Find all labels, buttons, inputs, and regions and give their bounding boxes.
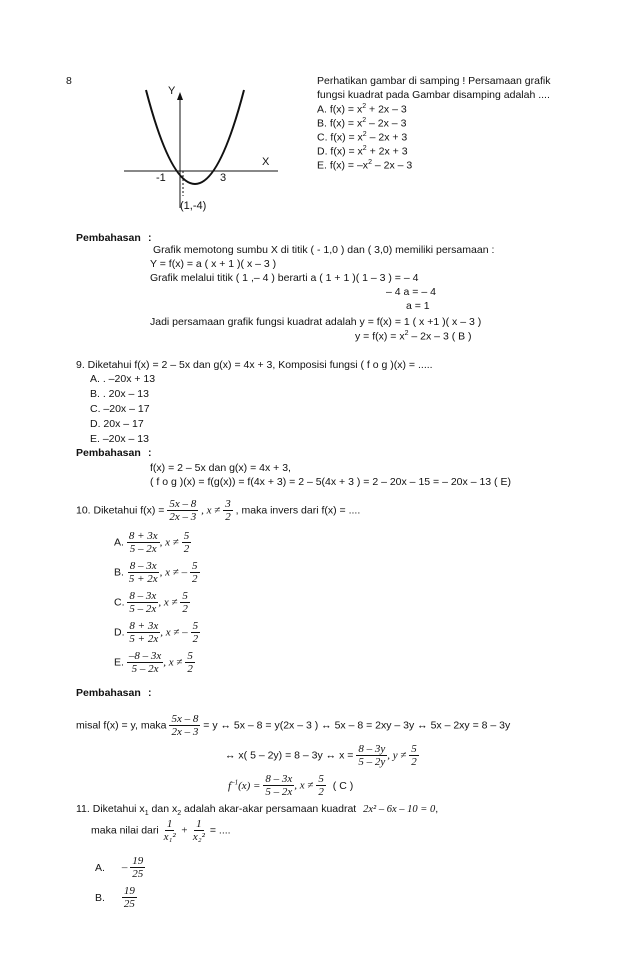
- q11-option-a[interactable]: A. – $\frac{19}{25}$: [95, 855, 144, 880]
- q8-pembahasan-colon: :: [148, 232, 152, 244]
- q9-line-1: f(x) = 2 – 5x dan g(x) = 4x + 3,: [150, 462, 291, 474]
- tick-label-left: -1: [156, 172, 166, 184]
- q11-option-b[interactable]: B. $\frac{19}{25}$: [95, 885, 135, 910]
- q10-step-2: ↔ x( 5 – 2y) = 8 – 3y ↔ x = $\frac{8 - 3y}{5 - 2y}$ , y ≠ $\frac{5}{2}$: [225, 743, 417, 768]
- q8-conclusion: Jadi persamaan grafik fungsi kuadrat adalah y = f(x) = 1 ( x +1 )( x – 3 ): [150, 316, 482, 328]
- q9-option-b[interactable]: B. . 20x – 13: [90, 388, 149, 400]
- q10-option-a[interactable]: A. $\frac{8 + 3x}{5 - 2x}$ , x ≠ $\frac{5}{2}$: [114, 530, 190, 555]
- q9-question: 9. Diketahui f(x) = 2 – 5x dan g(x) = 4x + 3, Komposisi fungsi ( f o g )(x) = .....: [76, 359, 433, 371]
- q10-inverse-result: $f^{-1}(x)$ = $\frac{8 - 3x}{5 - 2x}$ , x ≠ $\frac{5}{2}$ ( C ): [228, 773, 354, 798]
- q8-prompt-line-2: fungsi kuadrat pada Gambar disamping adalah ....: [317, 89, 550, 101]
- q10-option-e[interactable]: E. $\frac{-8 - 3x}{5 - 2x}$ , x ≠ $\frac{5}{2}$: [114, 650, 193, 675]
- y-axis-arrow-icon: [177, 92, 183, 100]
- x-axis-label: X: [262, 156, 270, 168]
- q10-question: 10. Diketahui f(x) = $\frac{5x - 8}{2x - 3}$ , x ≠ $\frac{3}{2}$ , maka invers dari f(x) = ....: [76, 498, 361, 523]
- tick-label-right: 3: [220, 172, 227, 184]
- y-axis-label: Y: [168, 85, 176, 97]
- q10-pembahasan-label: Pembahasan: [76, 687, 141, 699]
- q9-option-e[interactable]: E. –20x – 13: [90, 433, 149, 445]
- q8-final-answer: $y = f(x) = x^2 - 2x - 3$ ( B ): [355, 330, 472, 343]
- question-number-8: 8: [66, 75, 72, 87]
- q9-option-c[interactable]: C. –20x – 17: [90, 403, 150, 415]
- q8-option-a[interactable]: A. $f(x) = x^2 + 2x - 3$: [317, 103, 407, 116]
- q9-line-2: ( f o g )(x) = f(g(x)) = f(4x + 3) = 2 – 5(4x + 3 ) = 2 – 20x – 15 = – 20x – 13 ( E): [150, 476, 511, 488]
- q9-pembahasan-label: Pembahasan: [76, 447, 141, 459]
- q8-pembahasan-label: Pembahasan: [76, 232, 141, 244]
- vertex-label: (1,-4): [180, 200, 207, 212]
- q8-line-2: Y = f(x) = a ( x + 1 )( x – 3 ): [150, 258, 277, 270]
- q10-pembahasan-colon: :: [148, 687, 152, 699]
- q8-line-5: a = 1: [406, 300, 430, 312]
- q10-option-b[interactable]: B. $\frac{8 - 3x}{5 + 2x}$ , x ≠ – $\frac{5}{2}$: [114, 560, 198, 585]
- q10-f-fraction: $\frac{5x - 8}{2x - 3}$: [169, 498, 197, 523]
- q8-option-d[interactable]: D. $f(x) = x^2 + 2x + 3$: [317, 145, 408, 158]
- q10-option-d[interactable]: D. $\frac{8 + 3x}{5 + 2x}$ , x ≠ – $\frac{5}{2}$: [114, 620, 199, 645]
- q9-pembahasan-colon: :: [148, 447, 152, 459]
- q8-option-e[interactable]: E. $f(x) = -x^2 - 2x - 3$: [317, 159, 413, 172]
- q8-line-1: Grafik memotong sumbu X di titik ( - 1,0 ) dan ( 3,0) memiliki persamaan :: [153, 244, 495, 256]
- q11-line-2: maka nilai dari $\frac{1}{\text{x₁²}}$ + $\frac{1}{\text{x₂²}}$ = ....: [91, 818, 231, 843]
- q11-question: 11. Diketahui $x_1$ dan $x_2$ adalah akar-akar persamaan kuadrat 2x² – 6x – 10 = 0,: [76, 803, 439, 818]
- q9-option-a[interactable]: A. . –20x + 13: [90, 373, 156, 385]
- q10-cond-fraction: $\frac{3}{2}$: [225, 498, 231, 523]
- q8-option-c[interactable]: C. $f(x) = x^2 - 2x + 3$: [317, 131, 408, 144]
- q8-prompt-line-1: Perhatikan gambar di samping ! Persamaan grafik: [317, 75, 551, 87]
- parabola-graph: [110, 80, 290, 218]
- q8-line-4: – 4 a = – 4: [386, 286, 436, 298]
- q8-option-b[interactable]: B. $f(x) = x^2 - 2x - 3$: [317, 117, 407, 130]
- q10-option-c[interactable]: C. $\frac{8 - 3x}{5 - 2x}$ , x ≠ $\frac{5}{2}$: [114, 590, 188, 615]
- parabola-curve: [146, 90, 244, 184]
- q9-option-d[interactable]: D. 20x – 17: [90, 418, 144, 430]
- q8-line-3: Grafik melalui titik ( 1 ,– 4 ) berarti a ( 1 + 1 )( 1 – 3 ) = – 4: [150, 272, 419, 284]
- q10-step-1: misal f(x) = y, maka $\frac{5x - 8}{2x - 3}$ = y ↔ 5x – 8 = y(2x – 3 ) ↔ 5x – 8 = 2xy – 3y ↔ 5x – 2xy = 8 – 3y: [76, 713, 511, 738]
